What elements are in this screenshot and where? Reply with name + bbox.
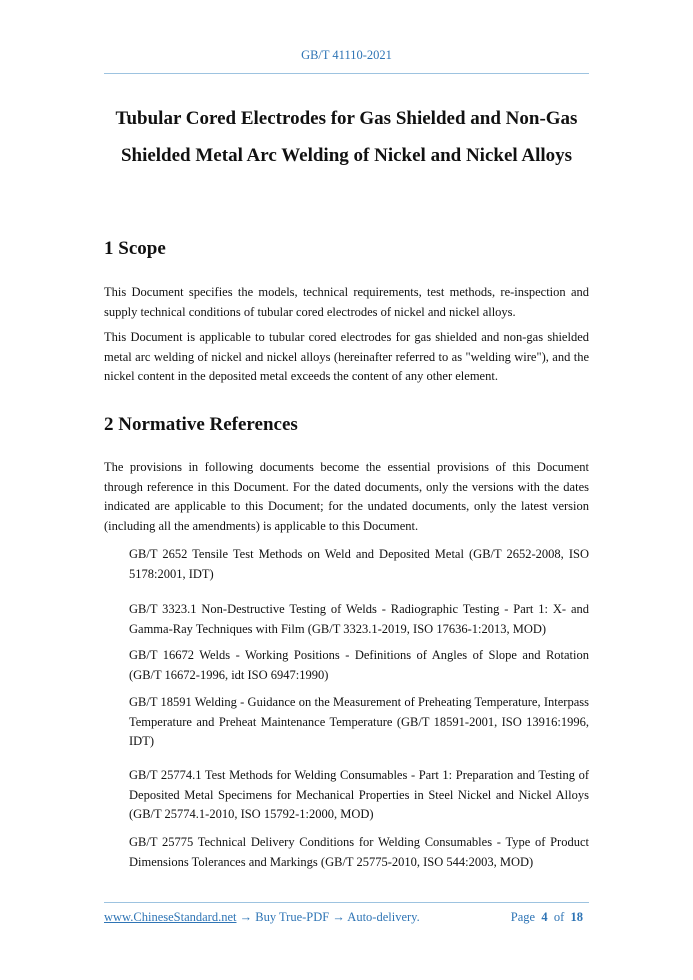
document-title (90, 100, 603, 174)
section-heading-normative-references: 2 Normative References (104, 414, 298, 435)
site-link[interactable]: www.ChineseStandard.net (104, 910, 237, 924)
paragraph: This Document is applicable to tubular cored electrodes for gas shielded and non-gas shielded metal arc welding of nickel and nickel alloys (hereinafter referred to as "welding wire"), and the nickel content in the deposited metal exceeds the content of any other element. (104, 330, 589, 383)
running-header: GB/T 41110-2021 (301, 48, 392, 62)
page-number: 4 (541, 910, 548, 924)
reference-item: GB/T 2652 Tensile Test Methods on Weld and Deposited Metal (GB/T 2652-2008, ISO 5178:2001, IDT) (129, 547, 589, 581)
reference-item: GB/T 16672 Welds - Working Positions - Definitions of Angles of Slope and Rotation (GB/T 16672-1996, idt ISO 6947:1990) (129, 648, 589, 682)
paragraph: This Document specifies the models, technical requirements, test methods, re-inspection and supply technical conditions of tubular cored electrodes of nickel and nickel alloys. (104, 285, 589, 319)
title-line: Tubular Cored Electrodes for Gas Shielded and Non-Gas (115, 108, 578, 129)
page-label: Page (510, 910, 536, 924)
footer-divider (104, 902, 589, 903)
footer-promo-text: → Buy True-PDF → Auto-delivery. (236, 910, 420, 924)
reference-item: GB/T 25774.1 Test Methods for Welding Consumables - Part 1: Preparation and Testing of Deposited Metal Specimens for Mechanical Properties in Steel Nickel and Nickel Alloys (GB/T 25774.1-2010, ISO 15792-1:2000, MOD) (129, 768, 589, 821)
reference-item: GB/T 25775 Technical Delivery Conditions for Welding Consumables - Type of Product Dimensions Tolerances and Markings (GB/T 25775-2010, ISO 544:2003, MOD) (129, 835, 589, 869)
page-total: 18 (570, 910, 583, 924)
page-indicator (511, 910, 583, 925)
reference-item: GB/T 18591 Welding - Guidance on the Measurement of Preheating Temperature, Interpass Temperature and Preheat Maintenance Temperature (GB/T 18591-2001, ISO 13916:1996, IDT) (129, 695, 589, 748)
paragraph: The provisions in following documents become the essential provisions of this Document through reference in this Document. For the dated documents, only the versions with the dates indicated are applicable to this Document; for the undated documents, only the latest version (including all the amendments) is applicable to this Document. (104, 460, 589, 533)
title-line: Shielded Metal Arc Welding of Nickel and Nickel Alloys (120, 145, 573, 166)
footer-promo (104, 910, 420, 925)
header-divider (104, 73, 589, 74)
footer (104, 910, 589, 925)
section-heading-scope: 1 Scope (104, 238, 166, 259)
of-label: of (553, 910, 565, 924)
reference-item: GB/T 3323.1 Non-Destructive Testing of Welds - Radiographic Testing - Part 1: X- and Gamma-Ray Techniques with Film (GB/T 3323.1-2019, ISO 17636-1:2013, MOD) (129, 602, 589, 636)
